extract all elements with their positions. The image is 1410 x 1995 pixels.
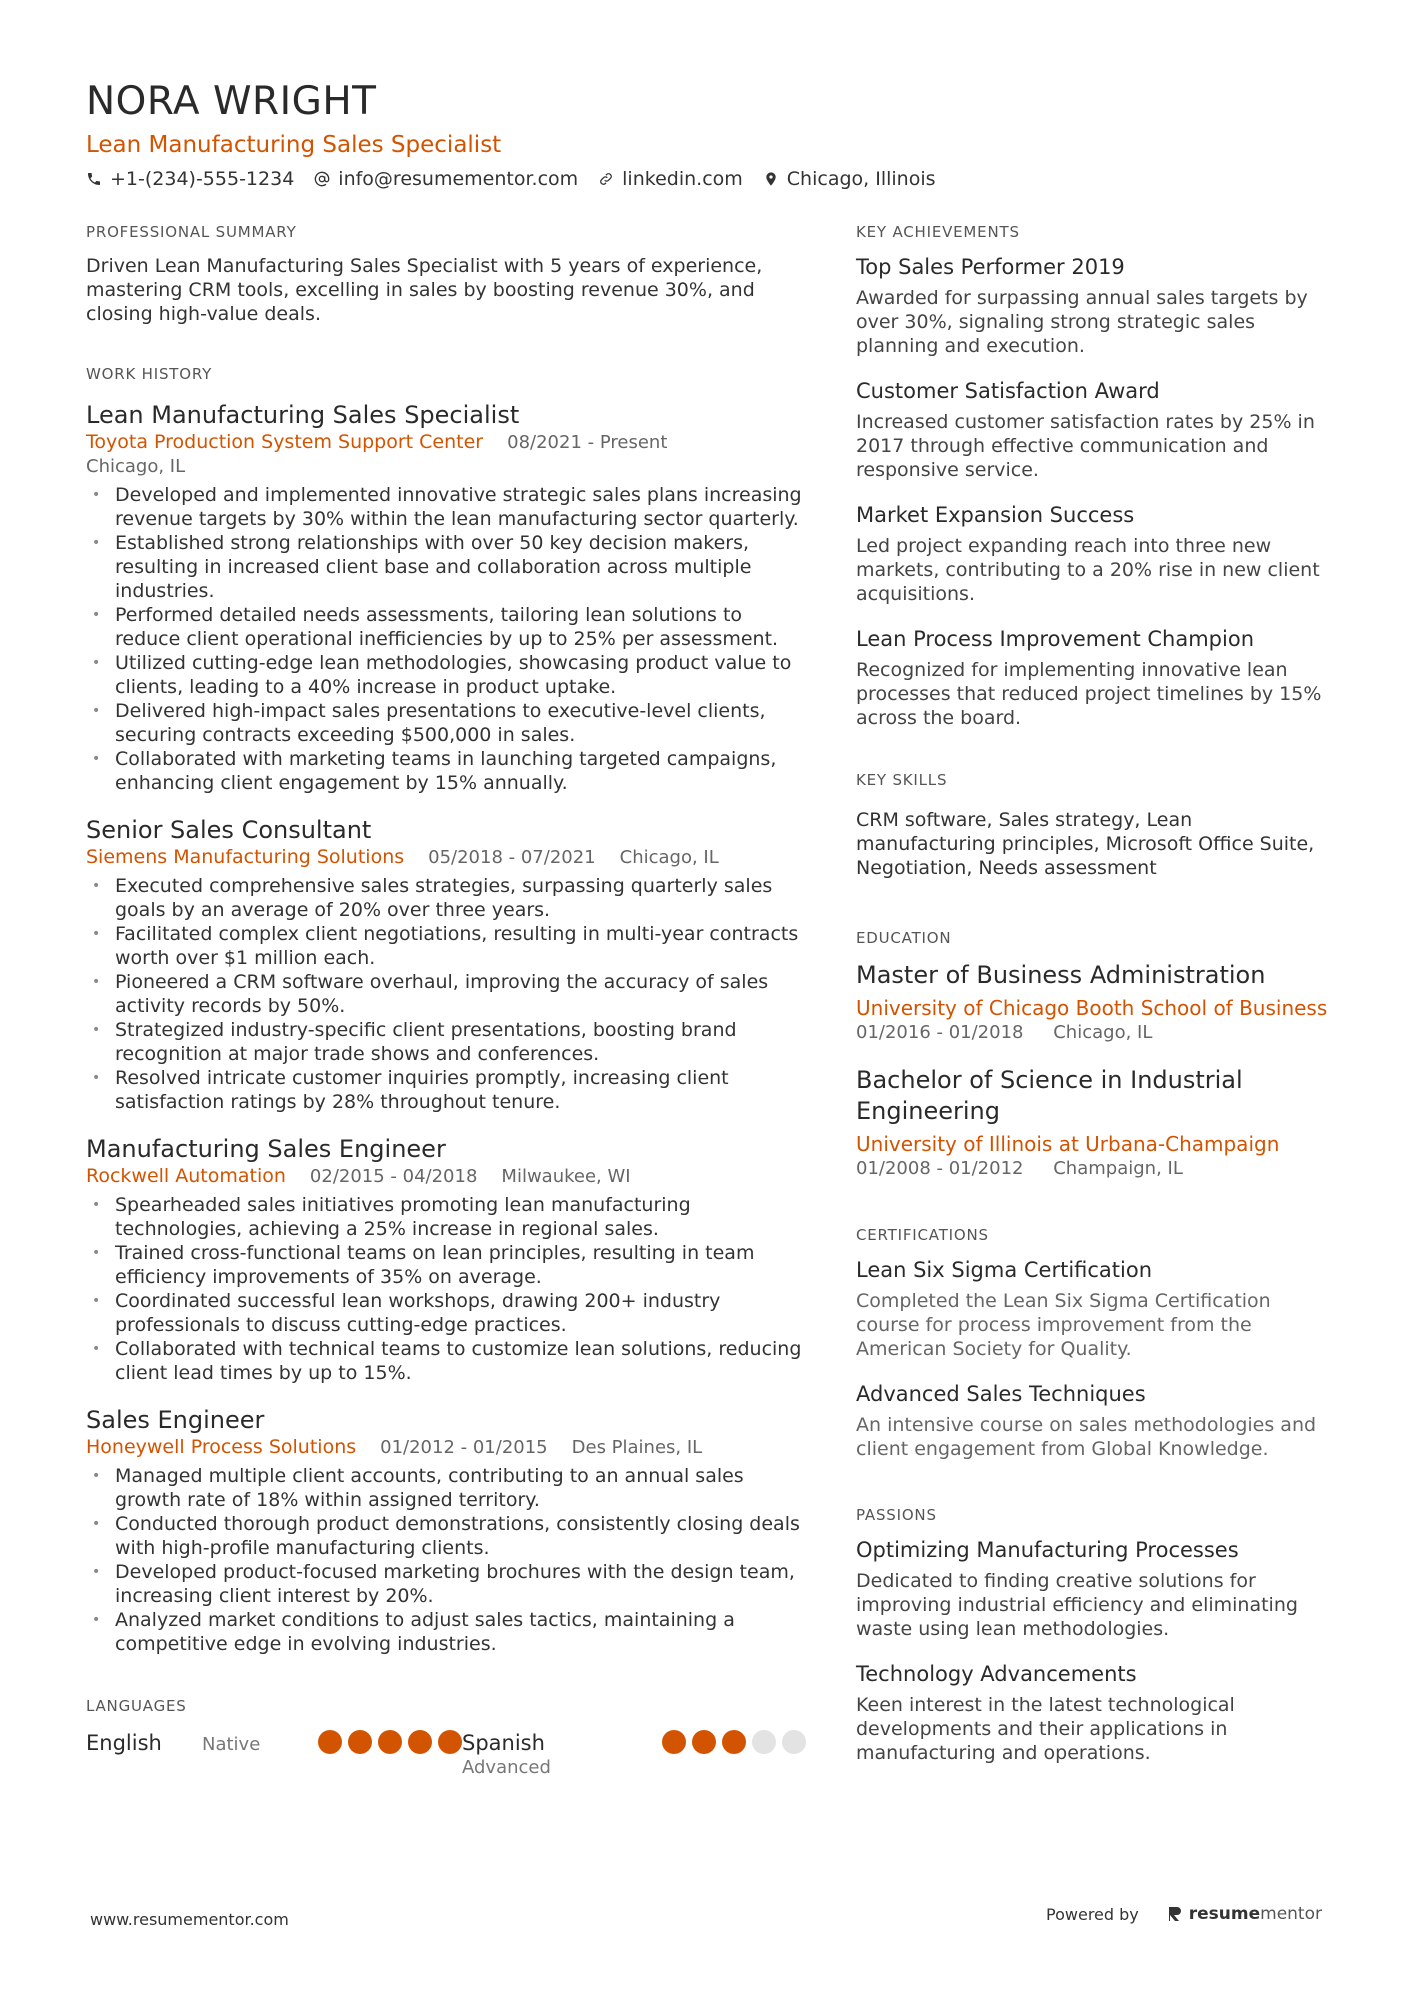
achievement-item <box>856 378 1336 482</box>
contact-phone[interactable] <box>86 168 294 190</box>
job-location: Chicago, IL <box>619 847 719 868</box>
email-text: info@resumementor.com <box>338 168 579 190</box>
job-bullet: • Developed product-focused marketing brochures with the design team, increasing client interest by 20%. <box>86 1560 806 1608</box>
language-item-english <box>86 1730 462 1757</box>
achievement-item <box>856 254 1336 358</box>
education-meta <box>856 1021 1336 1045</box>
section-heading-languages: LANGUAGES <box>86 1697 187 1715</box>
right-column <box>856 222 1336 1765</box>
certification-title: Advanced Sales Techniques <box>856 1382 1146 1406</box>
job-bullet: • Conducted thorough product demonstrations, consistently closing deals with high-profile manufacturing clients. <box>86 1512 806 1560</box>
job-meta <box>86 1164 806 1189</box>
job-bullet: • Strategized industry-specific client presentations, boosting brand recognition at major trade shows and conferences. <box>86 1018 806 1066</box>
powered-by-label: Powered by <box>1046 1904 1139 1924</box>
rating-dot-filled <box>662 1730 686 1754</box>
rating-dot-filled <box>408 1730 432 1754</box>
at-sign-icon <box>314 171 330 187</box>
education-school: University of Chicago Booth School of Business <box>856 996 1328 1020</box>
brand-bold: resume <box>1188 1904 1261 1924</box>
rating-dot-filled <box>722 1730 746 1754</box>
languages-list <box>86 1730 806 1780</box>
passion-item <box>856 1537 1336 1641</box>
job-entry <box>86 400 806 795</box>
rating-dot-filled <box>378 1730 402 1754</box>
certification-title: Lean Six Sigma Certification <box>856 1258 1153 1282</box>
job-bullet: • Analyzed market conditions to adjust sales tactics, maintaining a competitive edge in evolving industries. <box>86 1608 806 1656</box>
achievement-title: Customer Satisfaction Award <box>856 379 1160 403</box>
job-bullet: • Established strong relationships with over 50 key decision makers, resulting in increased client base and collaboration across multiple industries. <box>86 531 806 603</box>
certification-desc: An intensive course on sales methodologies and client engagement from Global Knowledge. <box>856 1414 1317 1460</box>
phone-icon <box>86 171 102 187</box>
contact-bar <box>86 168 1326 190</box>
job-bullet: • Pioneered a CRM software overhaul, improving the accuracy of sales activity records by 50%. <box>86 970 806 1018</box>
job-company: Siemens Manufacturing Solutions <box>86 846 405 868</box>
job-bullet: • Performed detailed needs assessments, tailoring lean solutions to reduce client operational inefficiencies by up to 25% per assessment. <box>86 603 806 651</box>
education-item <box>856 960 1336 1045</box>
education-degree: Master of Business Administration <box>856 961 1266 989</box>
contact-email[interactable] <box>314 168 578 190</box>
achievement-desc: Increased customer satisfaction rates by 25% in 2017 through effective communication and responsive service. <box>856 411 1315 481</box>
job-entry <box>86 815 806 1114</box>
job-meta <box>86 845 806 870</box>
passion-item <box>856 1661 1336 1765</box>
brand-light: mentor <box>1260 1904 1322 1924</box>
certification-desc: Completed the Lean Six Sigma Certification course for process improvement from the American Society for Quality. <box>856 1290 1271 1360</box>
passion-desc: Keen interest in the latest technological developments and their applications in manufacturing and operations. <box>856 1694 1235 1764</box>
education-location: Champaign, IL <box>1053 1158 1183 1179</box>
phone-text: +1-(234)-555-1234 <box>110 168 295 190</box>
job-bullet: • Managed multiple client accounts, contributing to an annual sales growth rate of 18% within assigned territory. <box>86 1464 806 1512</box>
contact-location <box>763 168 936 190</box>
job-bullet: • Trained cross-functional teams on lean principles, resulting in team efficiency improvements of 35% on average. <box>86 1241 806 1289</box>
summary-text: Driven Lean Manufacturing Sales Specialist with 5 years of experience, mastering CRM tools, excelling in sales by boosting revenue 30%, and closing high-value deals. <box>86 255 763 325</box>
job-bullet: • Collaborated with marketing teams in launching targeted campaigns, enhancing client engagement by 15% annually. <box>86 747 806 795</box>
language-name: Spanish <box>462 1731 545 1755</box>
section-heading-work: WORK HISTORY <box>86 365 213 383</box>
job-bullet: • Spearheaded sales initiatives promoting lean manufacturing technologies, achieving a 25% increase in regional sales. <box>86 1193 806 1241</box>
job-location: Des Plaines, IL <box>571 1437 703 1458</box>
job-bullet: • Collaborated with technical teams to customize lean solutions, reducing client lead times by up to 15%. <box>86 1337 806 1385</box>
candidate-name: NORA WRIGHT <box>86 79 377 124</box>
contact-linkedin[interactable] <box>598 168 743 190</box>
job-bullets <box>86 1464 806 1656</box>
education-meta <box>856 1157 1336 1181</box>
section-heading-passions: PASSIONS <box>856 1506 937 1524</box>
achievement-title: Market Expansion Success <box>856 503 1135 527</box>
left-column <box>86 222 806 1780</box>
rating-dot-filled <box>318 1730 342 1754</box>
job-bullets <box>86 874 806 1114</box>
achievement-desc: Awarded for surpassing annual sales targets by over 30%, signaling strong strategic sales planning and execution. <box>856 287 1308 357</box>
rating-dot-filled <box>692 1730 716 1754</box>
rating-dot-empty <box>752 1730 776 1754</box>
passion-title: Technology Advancements <box>856 1662 1137 1686</box>
job-location: Chicago, IL <box>86 456 186 477</box>
job-title: Lean Manufacturing Sales Specialist <box>86 401 520 429</box>
candidate-title: Lean Manufacturing Sales Specialist <box>86 132 502 158</box>
job-company: Honeywell Process Solutions <box>86 1436 357 1458</box>
certification-item <box>856 1257 1336 1361</box>
rating-dot-empty <box>782 1730 806 1754</box>
achievement-title: Lean Process Improvement Champion <box>856 627 1255 651</box>
achievement-desc: Led project expanding reach into three new markets, contributing to a 20% rise in new client acquisitions. <box>856 535 1320 605</box>
achievement-item <box>856 626 1336 730</box>
achievement-item <box>856 502 1336 606</box>
passion-title: Optimizing Manufacturing Processes <box>856 1538 1239 1562</box>
job-dates: 02/2015 - 04/2018 <box>309 1166 478 1187</box>
education-item <box>856 1065 1336 1181</box>
job-title: Senior Sales Consultant <box>86 816 372 844</box>
footer-website[interactable]: www.resumementor.com <box>90 1910 289 1929</box>
brand-logo[interactable] <box>1167 1904 1322 1924</box>
job-title: Sales Engineer <box>86 1406 265 1434</box>
brand-mark-icon <box>1167 1905 1183 1923</box>
certification-item <box>856 1381 1336 1461</box>
job-bullet: • Coordinated successful lean workshops, drawing 200+ industry professionals to discuss cutting-edge practices. <box>86 1289 806 1337</box>
job-bullet: • Facilitated complex client negotiations, resulting in multi-year contracts worth over $1 million each. <box>86 922 806 970</box>
footer-powered <box>1046 1904 1322 1924</box>
language-rating <box>656 1730 806 1754</box>
job-bullet: • Executed comprehensive sales strategies, surpassing quarterly sales goals by an average of 20% over three years. <box>86 874 806 922</box>
job-company: Toyota Production System Support Center <box>86 431 484 453</box>
language-name: English <box>86 1731 162 1755</box>
section-heading-education: EDUCATION <box>856 929 952 947</box>
job-bullets <box>86 483 806 795</box>
passion-desc: Dedicated to finding creative solutions for improving industrial efficiency and eliminating waste using lean methodologies. <box>856 1570 1298 1640</box>
resume-header <box>86 78 1326 190</box>
job-meta <box>86 1435 806 1460</box>
section-heading-summary: PROFESSIONAL SUMMARY <box>86 223 297 241</box>
achievement-title: Top Sales Performer 2019 <box>856 255 1125 279</box>
job-bullet: • Resolved intricate customer inquiries promptly, increasing client satisfaction ratings by 28% throughout tenure. <box>86 1066 806 1114</box>
job-dates: 05/2018 - 07/2021 <box>428 847 596 868</box>
job-entry <box>86 1405 806 1656</box>
job-meta <box>86 430 806 455</box>
language-level: Native <box>202 1734 261 1755</box>
job-bullet: • Utilized cutting-edge lean methodologies, showcasing product value to clients, leading to a 40% increase in product uptake. <box>86 651 806 699</box>
education-location: Chicago, IL <box>1053 1022 1153 1043</box>
section-heading-achievements: KEY ACHIEVEMENTS <box>856 223 1020 241</box>
rating-dot-filled <box>348 1730 372 1754</box>
rating-dot-filled <box>438 1730 462 1754</box>
job-entry <box>86 1134 806 1385</box>
language-item-spanish <box>462 1730 806 1780</box>
job-company: Rockwell Automation <box>86 1165 286 1187</box>
education-dates: 01/2016 - 01/2018 <box>856 1022 1024 1043</box>
linkedin-text: linkedin.com <box>622 168 743 190</box>
link-icon <box>598 171 614 187</box>
achievement-desc: Recognized for implementing innovative lean processes that reduced project timelines by 15% across the board. <box>856 659 1322 729</box>
education-school: University of Illinois at Urbana-Champaign <box>856 1132 1280 1156</box>
job-dates: 08/2021 - Present <box>507 432 668 453</box>
job-bullet: • Developed and implemented innovative strategic sales plans increasing revenue targets by 30% within the lean manufacturing sector quarterly. <box>86 483 806 531</box>
location-text: Chicago, Illinois <box>786 168 936 190</box>
job-bullet: • Delivered high-impact sales presentations to executive-level clients, securing contracts exceeding $500,000 in sales. <box>86 699 806 747</box>
language-rating <box>312 1730 462 1754</box>
map-pin-icon <box>763 171 779 187</box>
language-level: Advanced <box>462 1757 551 1778</box>
section-heading-skills: KEY SKILLS <box>856 771 948 789</box>
education-dates: 01/2008 - 01/2012 <box>856 1158 1024 1179</box>
job-title: Manufacturing Sales Engineer <box>86 1135 446 1163</box>
job-bullets <box>86 1193 806 1385</box>
section-heading-certifications: CERTIFICATIONS <box>856 1226 989 1244</box>
job-location: Milwaukee, WI <box>501 1166 631 1187</box>
skills-text: CRM software, Sales strategy, Lean manufacturing principles, Microsoft Office Suite, Negotiation, Needs assessment <box>856 809 1315 879</box>
education-degree: Bachelor of Science in Industrial Engineering <box>856 1066 1243 1125</box>
job-dates: 01/2012 - 01/2015 <box>380 1437 548 1458</box>
